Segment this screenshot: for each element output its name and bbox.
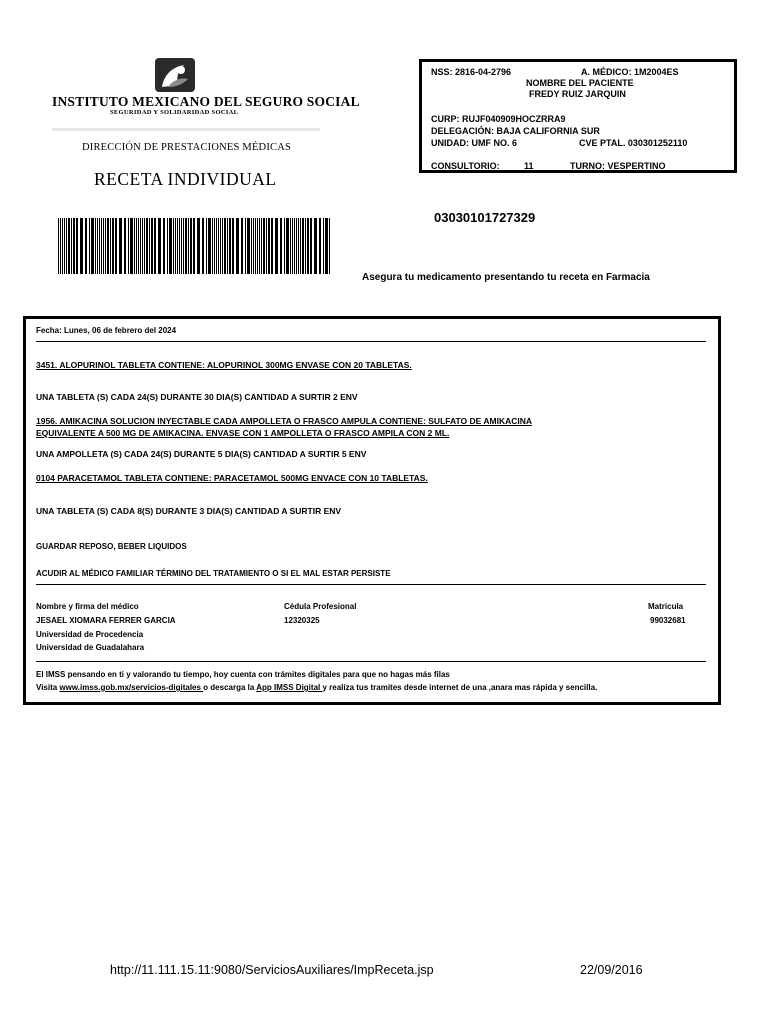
barcode-bar <box>212 218 213 274</box>
consultorio-label: CONSULTORIO: <box>431 161 500 171</box>
patient-info-box <box>419 59 737 173</box>
barcode-bar <box>95 218 96 274</box>
barcode-bar <box>62 218 63 274</box>
patient-name-label: NOMBRE DEL PACIENTE <box>526 78 634 88</box>
barcode-bar <box>97 218 98 274</box>
barcode-bar <box>163 218 165 274</box>
barcode-bar <box>185 218 187 274</box>
barcode-bar <box>302 218 304 274</box>
medication-3: 0104 PARACETAMOL TABLETA CONTIENE: PARACETAMOL 500MG ENVACE CON 10 TABLETAS. <box>36 473 428 483</box>
barcode-bar <box>305 218 306 274</box>
barcode-bar <box>142 218 143 274</box>
medico-id: A. MÉDICO: 1M2004ES <box>581 67 679 77</box>
barcode-bar <box>300 218 301 274</box>
barcode-bar <box>214 218 215 274</box>
barcode-bar <box>259 218 260 274</box>
cedula-label: Cédula Profesional <box>284 602 357 611</box>
digital-services-notice: El IMSS pensando en ti y valorando tu tiempo, hoy cuenta con trámites digitales para que no hagas más filas <box>36 670 450 679</box>
divider <box>36 661 706 662</box>
footer-date: 22/09/2016 <box>580 963 643 977</box>
barcode-bar <box>298 218 299 274</box>
divider <box>36 584 706 585</box>
barcode-bar <box>183 218 184 274</box>
barcode-bar <box>124 218 126 274</box>
barcode-bar <box>307 218 309 274</box>
barcode-bar <box>266 218 267 274</box>
barcode-bar <box>263 218 265 274</box>
barcode-bar <box>218 218 219 274</box>
barcode-bar <box>314 218 317 274</box>
barcode-bar <box>319 218 321 274</box>
footer-url: http://11.111.15.11:9080/ServiciosAuxiliares/ImpReceta.jsp <box>110 963 434 977</box>
university-name: Universidad de Guadalahara <box>36 643 145 652</box>
barcode-bar <box>85 218 87 274</box>
barcode-bar <box>197 218 200 274</box>
barcode-bar <box>130 218 133 274</box>
cve-ptal: CVE PTAL. 030301252110 <box>579 138 688 148</box>
doctor-signature-label: Nombre y firma del médico <box>36 602 139 611</box>
barcode-bar <box>71 218 72 274</box>
barcode-bar <box>103 218 104 274</box>
barcode-bar <box>181 218 182 274</box>
barcode-bar <box>325 218 328 274</box>
barcode-bar <box>107 218 109 274</box>
barcode-bar <box>268 218 270 274</box>
barcode-bar <box>247 218 250 274</box>
barcode-bar <box>89 218 90 274</box>
barcode-bar <box>64 218 65 274</box>
barcode-bar <box>73 218 75 274</box>
barcode-bar <box>175 218 176 274</box>
barcode-bar <box>66 218 67 274</box>
digital-services-line <box>36 683 597 692</box>
barcode-bar <box>329 218 330 274</box>
barcode-bar <box>245 218 246 274</box>
barcode-bar <box>76 218 78 274</box>
note-followup: ACUDIR AL MÉDICO FAMILIAR TÉRMINO DEL TRATAMIENTO O SI EL MAL ESTAR PERSISTE <box>36 569 391 578</box>
barcode-bar <box>241 218 243 274</box>
barcode-bar <box>224 218 226 274</box>
barcode-bar <box>220 218 221 274</box>
dosage-3: UNA TABLETA (S) CADA 8(S) DURANTE 3 DIA(S) CANTIDAD A SURTIR ENV <box>36 506 342 516</box>
folio-number: 03030101727329 <box>434 210 536 225</box>
barcode-bar <box>136 218 137 274</box>
barcode-bar <box>138 218 139 274</box>
barcode-bar <box>149 218 150 274</box>
barcode-bar <box>158 218 161 274</box>
barcode-bar <box>119 218 122 274</box>
note-rest: GUARDAR REPOSO, BEBER LIQUIDOS <box>36 542 187 551</box>
barcode-bar <box>169 218 172 274</box>
cedula-number: 12320325 <box>284 616 320 625</box>
barcode <box>58 218 332 274</box>
barcode-bar <box>151 218 153 274</box>
barcode-bar <box>216 218 217 274</box>
curp: CURP: RUJF040909HOCZRRA9 <box>431 114 566 124</box>
barcode-bar <box>146 218 148 274</box>
barcode-bar <box>222 218 223 274</box>
barcode-bar <box>292 218 293 274</box>
barcode-bar <box>190 218 192 274</box>
barcode-bar <box>91 218 94 274</box>
visita-text: Visita <box>36 683 60 692</box>
barcode-bar <box>271 218 273 274</box>
divider <box>36 341 706 342</box>
unidad: UNIDAD: UMF NO. 6 <box>431 138 517 148</box>
digital-end-text: y realiza tus tramites desde internet de una ,anara mas rápida y sencilla. <box>322 683 598 692</box>
barcode-bar <box>177 218 178 274</box>
barcode-bar <box>284 218 285 274</box>
direccion-label: DIRECCIÓN DE PRESTACIONES MÉDICAS <box>82 142 292 153</box>
barcode-bar <box>251 218 252 274</box>
barcode-bar <box>227 218 228 274</box>
institution-name: INSTITUTO MEXICANO DEL SEGURO SOCIAL <box>52 94 360 109</box>
barcode-bar <box>290 218 291 274</box>
pharmacy-notice: Asegura tu medicamento presentando tu receta en Farmacia <box>362 272 650 283</box>
download-text: o descarga la <box>203 683 257 692</box>
barcode-bar <box>144 218 145 274</box>
barcode-bar <box>188 218 189 274</box>
barcode-bar <box>110 218 111 274</box>
turno: TURNO: VESPERTINO <box>570 161 666 171</box>
prescription-box <box>23 316 721 705</box>
barcode-bar <box>140 218 141 274</box>
barcode-bar <box>80 218 83 274</box>
barcode-bar <box>208 218 211 274</box>
barcode-bar <box>60 218 61 274</box>
barcode-bar <box>68 218 70 274</box>
barcode-bar <box>115 218 117 274</box>
barcode-bar <box>105 218 106 274</box>
barcode-bar <box>286 218 289 274</box>
barcode-bar <box>202 218 204 274</box>
app-imss-digital-link[interactable]: App IMSS Digital <box>256 683 323 692</box>
barcode-bar <box>58 218 59 274</box>
barcode-bar <box>229 218 231 274</box>
barcode-bar <box>296 218 297 274</box>
barcode-bar <box>323 218 324 274</box>
matricula-label: Matricula <box>648 602 684 611</box>
dosage-1: UNA TABLETA (S) CADA 24(S) DURANTE 30 DIA(S) CANTIDAD A SURTIR 2 ENV <box>36 392 358 402</box>
barcode-bar <box>206 218 207 274</box>
header-divider <box>52 128 320 131</box>
imss-digital-link[interactable]: www.imss.gob.mx/servicios-digitales <box>59 683 204 692</box>
barcode-bar <box>257 218 258 274</box>
barcode-bar <box>179 218 180 274</box>
barcode-bar <box>253 218 254 274</box>
institution-subtitle: SEGURIDAD Y SOLIDARIDAD SOCIAL <box>110 109 239 116</box>
barcode-bar <box>154 218 156 274</box>
barcode-bar <box>134 218 135 274</box>
barcode-bar <box>280 218 282 274</box>
matricula-number: 99032681 <box>650 616 686 625</box>
barcode-bar <box>112 218 114 274</box>
barcode-bar <box>173 218 174 274</box>
imss-logo-icon <box>154 57 196 93</box>
barcode-bar <box>310 218 312 274</box>
delegacion: DELEGACIÓN: BAJA CALIFORNIA SUR <box>431 126 600 136</box>
barcode-bar <box>294 218 295 274</box>
page-title: RECETA INDIVIDUAL <box>94 169 277 189</box>
barcode-bar <box>261 218 262 274</box>
barcode-bar <box>128 218 129 274</box>
prescription-date: Fecha: Lunes, 06 de febrero del 2024 <box>36 326 177 335</box>
dosage-2: UNA AMPOLLETA (S) CADA 24(S) DURANTE 5 DIA(S) CANTIDAD A SURTIR 5 ENV <box>36 449 367 459</box>
nss: NSS: 2816-04-2796 <box>431 67 512 77</box>
doctor-name: JESAEL XIOMARA FERRER GARCIA <box>36 616 176 625</box>
medication-2-line-1: 1956. AMIKACINA SOLUCION INYECTABLE CADA AMPOLLETA O FRASCO AMPULA CONTIENE: SULFATO DE AMIKACINA <box>36 416 532 426</box>
barcode-bar <box>275 218 278 274</box>
medication-2-line-2: EQUIVALENTE A 500 MG DE AMIKACINA. ENVASE CON 1 AMPOLLETA O FRASCO AMPILA CON 2 ML. <box>36 428 450 438</box>
barcode-bar <box>99 218 100 274</box>
barcode-bar <box>236 218 239 274</box>
university-label: Universidad de Procedencia <box>36 630 144 639</box>
barcode-bar <box>167 218 168 274</box>
patient-name: FREDY RUIZ JARQUIN <box>529 89 626 99</box>
medication-1: 3451. ALOPURINOL TABLETA CONTIENE: ALOPURINOL 300MG ENVASE CON 20 TABLETAS. <box>36 360 412 370</box>
barcode-bar <box>232 218 234 274</box>
barcode-bar <box>255 218 256 274</box>
consultorio-number: 11 <box>524 161 534 171</box>
barcode-bar <box>101 218 102 274</box>
barcode-bar <box>193 218 195 274</box>
